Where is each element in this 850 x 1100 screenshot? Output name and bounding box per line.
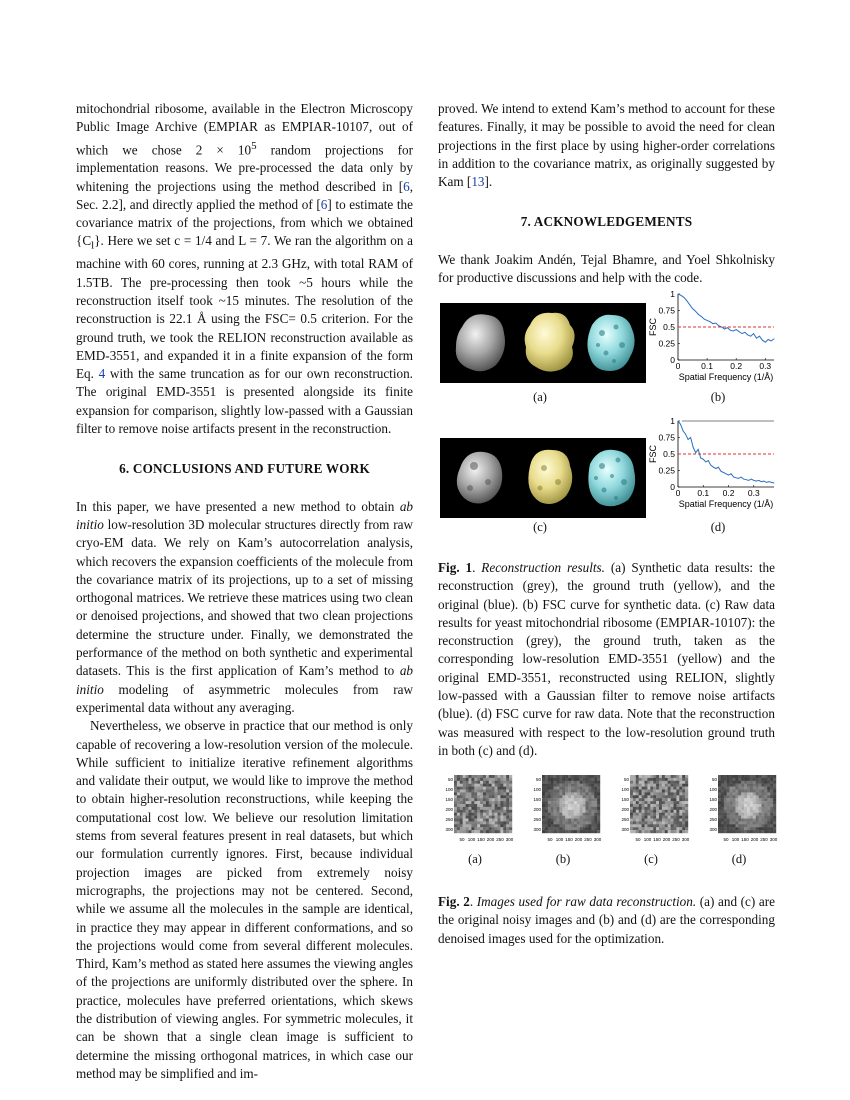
paragraph-future-work: Nevertheless, we observe in practice that our method is only capable of recovering a low-resolution version of the molecule. While sufficient to initialize iterative refinement algorithms and validate their output, we would like to improve the method to obtain higher-resolution reconstructions, while keeping the computational cost low. We believe our resolution limitation stems from several features present in real datasets, but which our formulation currently ignores. First, because individual projection images are picked from extremely noisy micrographs, the projections may not be centered. Second, while we assume all the molecules in the sample are identical, in practice they may appear in different conformations, and so the projections would come from several different molecules. Third, Kam’s method as stated here assumes the viewing angles of the projections are uniformly distributed over the sphere. In practice, molecules have preferred orientations, which skews the distribution of viewing angles. For symmetric molecules, it can be shown that a single clean image is sufficient to determine the missing orthogonal matrices, in which case our method may be simplified and im- [76,718,413,1081]
fsc-point [736,329,737,330]
fsc-point [681,295,682,296]
fig2-y-tick-label: 100 [709,787,717,792]
fig2-x-tick-label: 250 [760,837,768,842]
fig2-x-tick-label: 100 [555,837,564,842]
fig2-x-tick-label: 150 [741,837,749,842]
x-axis-label: Spatial Frequency (1/Å) [678,372,774,382]
y-tick-label: 0.75 [658,305,675,316]
figure2-image-a [454,775,512,833]
fsc-point [756,481,757,482]
figure2-panel-d-label: (d) [731,852,747,866]
fsc-point [707,320,708,321]
figure1-panel-c-label: (c) [533,520,547,534]
fig2-y-tick-label: 150 [621,797,629,802]
y-tick-label: 0.5 [663,449,675,459]
fsc-point [713,323,714,324]
fsc-point [738,478,739,479]
fsc-point [753,333,754,334]
fsc-point [768,339,769,340]
fsc-point [688,439,689,440]
fig2-x-tick-label: 250 [496,837,504,842]
fsc-point [710,465,711,466]
fsc-point [705,462,706,463]
fig2-y-tick-label: 100 [445,787,453,792]
right-column [438,100,775,287]
y-tick-label: 1 [670,416,675,426]
fsc-point [774,483,775,484]
fig2-x-tick-label: 300 [769,837,778,842]
fig2-x-tick-label: 200 [662,837,671,842]
fsc-point [718,467,719,468]
fsc-point [715,323,716,324]
fsc-curve [678,294,774,342]
fsc-point [728,475,729,476]
fsc-point [747,335,748,336]
fsc-point [723,472,724,473]
fsc-point [750,336,751,337]
fsc-point [678,294,679,295]
fig2-y-tick-label: 250 [445,817,453,822]
fig2-y-tick-label: 100 [533,787,541,792]
fig2-y-tick-label: 100 [621,787,629,792]
fsc-point [774,338,775,339]
fsc-point [759,336,760,337]
fsc-point [748,480,749,481]
fig2-y-tick-label: 200 [533,807,541,812]
figure1-panel-b-label: (b) [710,390,726,404]
fsc-point [704,319,705,320]
x-tick-label: 0.2 [730,361,743,371]
fig2-x-tick-label: 50 [723,837,729,842]
fig2-x-tick-label: 100 [467,837,476,842]
x-tick-label: 0 [675,361,681,371]
fig2-y-tick-label: 50 [623,777,629,782]
fig2-y-tick-label: 300 [445,827,453,832]
paragraph-conclusions: In this paper, we have presented a new method to obtain ab initio low-resolution 3D molecular structures directly from raw cryo-EM data. We rely on Kam’s autocorrelation analysis, which recovers the expansion coefficients of the molecule from the covariance matrix of its projections, up to a set of missing orthogonal matrices. We retrieve these matrices using two clean or denoised projections, and showed that two clean projections determine the structure under. Finally, we demonstrated the performance of the method on both synthetic and experimental datasets. This is the first application of Kam’s method to ab initio modeling of asymmetric molecules from raw experimental data without any averaging. [76,498,413,715]
fig2-y-tick-label: 50 [535,777,541,782]
figure1-panel-a-image [440,303,646,383]
fsc-point [756,338,757,339]
fsc-point [726,473,727,474]
x-tick-label: 0.2 [722,488,735,498]
fsc-point [765,342,766,343]
fig2-y-tick-label: 50 [447,777,453,782]
fig2-y-tick-label: 150 [709,797,717,802]
figure1-panel-d-chart [648,415,780,515]
citation-link[interactable]: 6 [320,196,328,212]
fsc-point [746,479,747,480]
fsc-point [761,481,762,482]
fsc-point [678,421,679,422]
figure2-image-b [542,775,600,833]
fsc-point [727,327,728,328]
fsc-point [698,314,699,315]
fsc-point [701,316,702,317]
fsc-point [718,325,719,326]
section-heading-conclusions: 6. CONCLUSIONS AND FUTURE WORK [119,461,370,477]
x-axis-label: Spatial Frequency (1/Å) [678,499,774,509]
paragraph-future-work-cont: proved. We intend to extend Kam’s method to account for these features. Finally, it may be possible to avoid the need for clean projections in the first place by using higher-order correlations in addition to the covariance matrix, as originally suggested by Kam [13]. [438,101,775,190]
figure2-caption: Fig. 2. Images used for raw data reconstruction. (a) and (c) are the original noisy images and (b) and (d) are the corresponding denoised images used for the optimization. [438,894,776,946]
fsc-point [771,482,772,483]
fsc-point [690,437,691,438]
fsc-point [700,458,701,459]
figure1-caption: Fig. 1. Reconstruction results. (a) Synthetic data results: the reconstruction (grey), the ground truth (yellow), and the original (blue). (b) FSC curve for synthetic data. (c) Raw data results for yeast mitochondrial ribosome (EMPIAR-10107): the reconstruction (grey), the ground truth, taken as the corresponding low-resolution EMD-3551 (yellow) and the original EMD-3551, reconstructed using RELION, slightly low-passed with a Gaussian filter to remove noise artifacts (blue). (d) FSC curve for raw data. Note that the reconstruction was measured with respect to the low-resolution ground truth in both (c) and (d). [438,560,775,758]
fig2-y-tick-label: 200 [621,807,629,812]
fig2-y-tick-label: 200 [709,807,717,812]
fig2-x-tick-label: 200 [486,837,495,842]
fsc-point [731,473,732,474]
fig2-x-tick-label: 150 [565,837,573,842]
x-tick-label: 0.3 [759,361,772,371]
fsc-point [683,431,684,432]
equation-link[interactable]: 4 [98,366,106,382]
figure2-panel-c-label: (c) [644,852,658,866]
fig2-x-tick-label: 250 [584,837,592,842]
fig2-y-tick-label: 250 [621,817,629,822]
ground-truth-yellow-shape [525,313,575,372]
fig2-x-tick-label: 50 [459,837,465,842]
fig2-x-tick-label: 50 [547,837,553,842]
fsc-point [724,329,725,330]
fsc-point [692,308,693,309]
x-tick-label: 0.3 [747,488,760,498]
paragraph-results-raw: mitochondrial ribosome, available in the Electron Microscopy Public Image Archive (EMPIAR as EMPIAR-10107, out of which we chose $2 \times 10^5$ random projections for implementation reasons. We pre-processed the data only by whitening the projections using the method described in [6, Sec. 2.2], and directly applied the method of [6] to estimate the covariance matrix of the projections, from which we obtained $\{C_l\}$. Here we set c = 1/4 and L = 7. We ran the algorithm on a machine with 60 cores, running at 2.3 GHz, with total RAM of 1.5TB. The pre-processing then took ~5 hours while the reconstruction itself took ~15 minutes. The resolution of the reconstruction is 22.1 Å using the FSC= 0.5 criterion. For the ground truth, we took the RELION reconstruction available as EMD-3551, and expanded it in a finite expansion of the form Eq. 4 with the same truncation as for our own reconstruction. The original EMD-3551 is presented alongside its finite expansion for comparison, slightly low-passed with a Gaussian filter to remove noise artifacts present in the reconstruction. [76,101,413,437]
figure1-panel-d-label: (d) [710,520,726,534]
fsc-point [695,452,696,453]
y-axis-label: FSC [648,318,658,336]
fsc-point [733,477,734,478]
fsc-point [715,468,716,469]
fig2-y-tick-label: 250 [709,817,717,822]
fig2-y-tick-label: 150 [533,797,541,802]
figure1-panel-c-image [440,438,646,518]
fig2-x-tick-label: 250 [672,837,680,842]
figure1-panel-b-chart [648,288,780,388]
fsc-point [689,304,690,305]
figure2-images [440,775,780,850]
fsc-point [743,479,744,480]
fsc-point [721,471,722,472]
fsc-point [708,460,709,461]
fig2-x-tick-label: 300 [505,837,514,842]
fsc-point [751,479,752,480]
y-tick-label: 0 [670,482,675,492]
fsc-point [762,340,763,341]
fsc-point [758,480,759,481]
fig2-x-tick-label: 300 [593,837,602,842]
section-heading-acknowledgements: 7. ACKNOWLEDGEMENTS [520,214,693,230]
fsc-point [736,477,737,478]
fsc-point [769,481,770,482]
fig2-y-tick-label: 300 [533,827,541,832]
fsc-point [721,327,722,328]
fig2-y-tick-label: 200 [445,807,453,812]
fsc-point [680,424,681,425]
fsc-point [741,477,742,478]
fig2-y-tick-label: 50 [711,777,717,782]
left-column [76,100,413,1083]
x-tick-label: 0.1 [701,361,714,371]
x-tick-label: 0 [675,488,681,498]
y-tick-label: 0.5 [663,322,675,332]
ground-truth-yellow-shape [528,450,572,504]
fsc-point [753,480,754,481]
y-tick-label: 1 [670,289,675,299]
fsc-point [771,340,772,341]
fig2-x-tick-label: 300 [681,837,690,842]
y-axis-label: FSC [648,445,658,463]
fsc-point [763,481,764,482]
fsc-point [698,449,699,450]
figure2-image-c [630,775,688,833]
fsc-point [745,332,746,333]
fig2-x-tick-label: 100 [731,837,740,842]
fig2-x-tick-label: 200 [750,837,759,842]
x-tick-label: 0.1 [697,488,710,498]
figure2-panel-b-label: (b) [555,852,571,866]
citation-link[interactable]: 13 [471,174,485,190]
fig2-x-tick-label: 100 [643,837,652,842]
paragraph-acknowledgements: We thank Joakim Andén, Tejal Bhamre, and Yoel Shkolnisky for productive discussions and help with the code. [438,251,775,286]
y-tick-label: 0.75 [658,432,675,443]
fig2-y-tick-label: 150 [445,797,453,802]
fsc-point [730,330,731,331]
citation-link[interactable]: 6 [403,178,410,194]
y-tick-label: 0.25 [658,338,675,349]
y-tick-label: 0.25 [658,465,675,476]
figure2-image-d [718,775,776,833]
fsc-point [695,311,696,312]
fsc-point [686,300,687,301]
fsc-point [683,297,684,298]
fsc-point [713,467,714,468]
fsc-point [742,333,743,334]
fsc-point [685,434,686,435]
fig2-x-tick-label: 50 [635,837,641,842]
fig2-x-tick-label: 200 [574,837,583,842]
fig2-y-tick-label: 300 [621,827,629,832]
fsc-point [693,447,694,448]
fig2-x-tick-label: 150 [477,837,485,842]
fsc-point [733,331,734,332]
fsc-point [703,459,704,460]
fig2-y-tick-label: 300 [709,827,717,832]
figure2-panel-a-label: (a) [468,852,482,866]
figure1-panel-a-label: (a) [533,390,547,404]
y-tick-label: 0 [670,355,675,365]
fsc-point [766,482,767,483]
fsc-point [739,331,740,332]
fig2-x-tick-label: 150 [653,837,661,842]
fig2-y-tick-label: 250 [533,817,541,822]
fsc-point [710,321,711,322]
